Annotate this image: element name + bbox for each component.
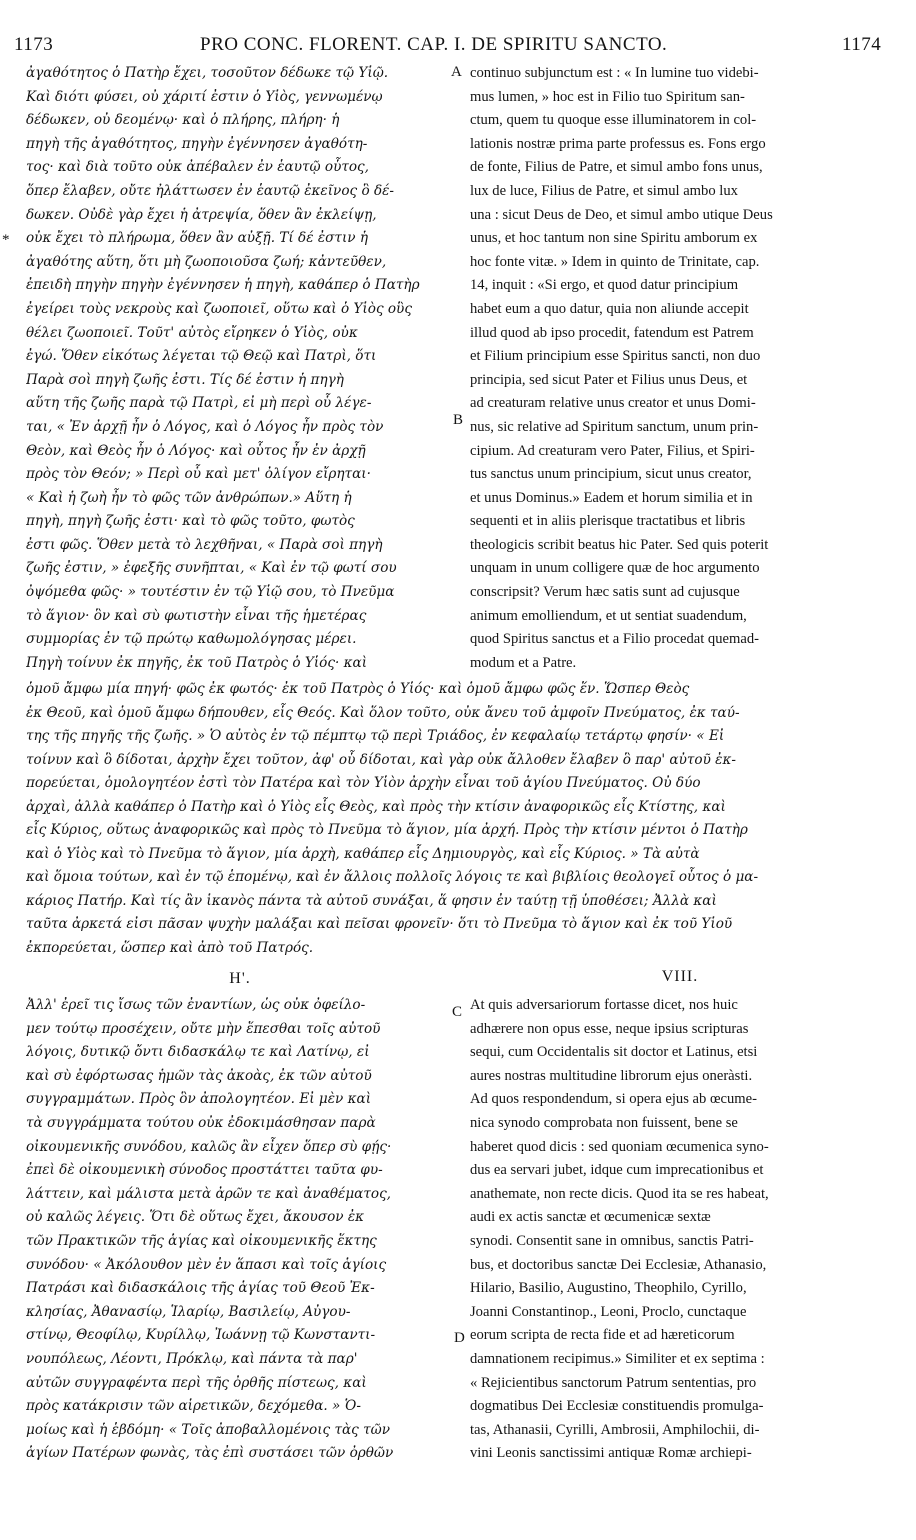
text-line: καὶ ὅμοια τούτων, καὶ ἐν τῷ ἑπομένῳ, καὶ ἐν ἄλλοις πολλοῖς λόγοις τε καὶ βιβλίοις θεολογεῖ οὗτος ὁ μα- xyxy=(26,869,759,885)
text-line: et Filium principium esse Spiritus sancti, non duo xyxy=(470,348,761,365)
text-line: πορεύεται, ὁμολογητέον ἐστὶ τὸν Πατέρα καὶ τὸν Υἱὸν ἀρχὴν εἶναι τοῦ ἁγίου Πνεύματος. Οὐ δύο xyxy=(26,775,701,791)
text-line: hoc fonte vitæ. » Idem in quinto de Trinitate, cap. xyxy=(470,253,760,270)
text-line: et unus Dominus.» Eadem et horum similia et in xyxy=(470,489,753,506)
text-line: ἐπεὶ δὲ οἰκουμενικὴ σύνοδος προστάττει ταῦτα φυ- xyxy=(26,1162,383,1179)
text-line: ad creaturam relative unus creator et unus Domi- xyxy=(470,395,756,412)
text-line: audi ex actis sanctæ et œcumenicæ sextæ xyxy=(470,1209,711,1226)
text-line: eorum scripta de recta fide et ad hæreticorum xyxy=(470,1327,735,1344)
latin-column-bottom xyxy=(470,994,902,1466)
text-line: conscripsit? Verum hæc satis sunt ad cujusque xyxy=(470,584,740,601)
text-line: Ἀλλ' ἐρεῖ τις ἴσως τῶν ἐναντίων, ὡς οὐκ ὀφείλο- xyxy=(26,997,366,1013)
text-line: τὰ συγγράμματα τούτου οὐκ ἐδοκιμάσθησαν παρὰ xyxy=(26,1114,376,1131)
margin-marker-a: A xyxy=(451,64,462,80)
text-line: Joanni Constantinop., Leoni, Proclo, cunctaque xyxy=(470,1303,747,1320)
text-line: νουπόλεως, Λέοντι, Πρόκλῳ, καὶ πάντα τὰ παρ' xyxy=(26,1350,358,1367)
text-line: unus, et hoc tantum non sine Spiritu amborum ex xyxy=(470,230,758,247)
text-line: Θεὸν, καὶ Θεὸς ἦν ὁ Λόγος· καὶ οὗτος ἦν ἐν ἀρχῇ xyxy=(26,442,366,459)
text-line: οἰκουμενικῆς συνόδου, καλῶς ἂν εἶχεν ὅπερ σὺ φῄς· xyxy=(26,1138,392,1155)
margin-marker-d: D xyxy=(454,1330,465,1346)
text-line: ἐγείρει τοὺς νεκροὺς καὶ ζωοποιεῖ, οὕτω καὶ ὁ Υἱὸς οὓς xyxy=(26,300,412,317)
text-line: της τῆς πηγῆς τῆς ζωῆς. » Ὁ αὐτὸς ἐν τῷ πέμπτῳ τῷ περὶ Τριάδος, ἐν κεφαλαίῳ τετάρτῳ φησίν· « Εἰ xyxy=(26,728,725,744)
text-line: ὀψόμεθα φῶς· » τουτέστιν ἐν τῷ Υἱῷ σου, τὸ Πνεῦμα xyxy=(26,584,395,601)
text-line: synodi. Consentit sane in omnibus, sanctis Patri- xyxy=(470,1232,754,1249)
margin-marker-c: C xyxy=(452,1004,463,1020)
text-line: Παρὰ σοὶ πηγὴ ζωῆς ἐστι. Τίς δέ ἐστιν ἡ πηγὴ xyxy=(26,371,344,388)
text-line: una : sicut Deus de Deo, et simul ambo utique Deus xyxy=(470,206,773,223)
text-line: continuo subjunctum est : « In lumine tuo videbi- xyxy=(470,65,759,81)
text-line: quod Spiritus sanctus et a Filio procedat quemad- xyxy=(470,631,759,648)
text-line: καὶ σὺ ἐφόρτωσας ἡμῶν τὰς ἀκοὰς, ἐκ τῶν αὐτοῦ xyxy=(26,1067,372,1084)
text-line: καὶ ὁ Υἱὸς καὶ τὸ Πνεῦμα τὸ ἅγιον, μία ἀρχὴ, καθάπερ εἷς Δημιουργὸς, καὶ εἷς Κύριος. » Τὰ αὐτὰ xyxy=(26,845,700,862)
text-line: ταῦτα ἀρκετά εἰσι πᾶσαν ψυχὴν μαλάξαι καὶ πεῖσαι φρονεῖν· ὅτι τὸ Πνεῦμα τὸ ἅγιον καὶ ἐκ τοῦ Υἱοῦ xyxy=(26,916,733,932)
page-number-right: 1174 xyxy=(842,34,882,55)
text-line: πηγὴ τῆς ἀγαθότητος, πηγὴν ἐγέννησεν ἀγαθότη- xyxy=(26,135,368,152)
text-line: ἀγαθότης αὕτη, ὅτι μὴ ζωοποιοῦσα ζωή; κἀντεῦθεν, xyxy=(26,253,387,270)
text-line: τὸ ἅγιον· ὃν καὶ σὺ φωτιστὴν εἶναι τῆς ἡμετέρας xyxy=(26,607,367,624)
text-line: sequenti et in aliis plerisque tractatibus et libris xyxy=(470,513,746,530)
text-line: theologicis scribit beatus hic Pater. Sed quis poterit xyxy=(470,536,769,553)
text-line: habet eum a quo datur, quia non aliunde accepit xyxy=(470,300,749,317)
text-line: vini Leonis sanctissimi antiquæ Romæ archiepi- xyxy=(470,1445,752,1462)
text-line: πρὸς τὸν Θεόν; » Περὶ οὗ καὶ μετ' ὀλίγον εἴρηται· xyxy=(26,466,371,483)
text-line: « Καὶ ἡ ζωὴ ἦν τὸ φῶς τῶν ἀνθρώπων.» Αὕτη ἡ xyxy=(26,489,352,506)
text-line: μεν τούτῳ προσέχειν, οὔτε μὴν ἕπεσθαι τοῖς αὐτοῦ xyxy=(26,1020,381,1037)
text-line: haberet quod dicis : sed quoniam œcumenica syno- xyxy=(470,1138,769,1155)
text-line: « Rejicientibus sanctorum Patrum sententias, pro xyxy=(470,1374,757,1391)
text-line: ται, « Ἐν ἀρχῇ ἦν ὁ Λόγος, καὶ ὁ Λόγος ἦν πρὸς τὸν xyxy=(26,418,384,435)
text-line: τος· καὶ διὰ τοῦτο οὐκ ἀπέβαλεν ἐν ἑαυτῷ οὗτος, xyxy=(26,159,369,176)
text-line: λόγοις, δυτικῷ ὄντι διδασκάλῳ τε καὶ Λατίνῳ, εἰ xyxy=(26,1044,370,1061)
text-line: nica synodo comprobata non fuissent, bene se xyxy=(470,1114,738,1131)
greek-column-bottom xyxy=(26,994,450,1466)
text-line: συνόδου· « Ἀκόλουθον μὲν ἐν ἅπασι καὶ τοῖς ἁγίοις xyxy=(26,1256,387,1273)
greek-full-width-paragraph xyxy=(26,678,902,960)
section-heading-latin: VIII. xyxy=(661,968,699,985)
text-line: πρὸς κατάκρισιν τῶν αἱρετικῶν, δεχόμεθα. » Ὁ- xyxy=(26,1398,361,1415)
text-line: Καὶ διότι φύσει, οὐ χάριτί ἐστιν ὁ Υἱὸς, γεννωμένῳ xyxy=(26,88,383,105)
text-line: κλησίας, Ἀθανασίῳ, Ἱλαρίῳ, Βασιλείῳ, Αὐγου- xyxy=(26,1303,351,1320)
running-title: PRO CONC. FLORENT. CAP. I. DE SPIRITU SANCTO. xyxy=(200,34,668,55)
text-line: nus, sic relative ad Spiritum sanctum, unum prin- xyxy=(470,418,759,435)
text-line: sequi, cum Occidentalis sit doctor et Latinus, etsi xyxy=(470,1044,758,1061)
text-line: κάριος Πατήρ. Καὶ τίς ἂν ἱκανὸς πάντα τὰ αὐτοῦ συνάξαι, ἅ φησιν ἐν ταύτῃ τῇ ὑποθέσει; Ἀλλὰ καὶ xyxy=(26,892,717,909)
text-line: modum et a Patre. xyxy=(470,654,577,671)
text-line: dus ea servari jubet, idque cum imprecationibus et xyxy=(470,1162,764,1179)
text-line: ὁμοῦ ἄμφω μία πηγή· φῶς ἐκ φωτός· ἐκ τοῦ Πατρὸς ὁ Υἱός· καὶ ὁμοῦ ἄμφω φῶς ἕν. Ὥσπερ Θεὸς xyxy=(26,681,690,697)
text-line: lationis nostræ prima parte professus es. Fons ergo xyxy=(470,135,766,152)
text-line: οὐκ ἔχει τὸ πλήρωμα, ὅθεν ἂν αὐξῇ. Τί δέ ἐστιν ἡ xyxy=(26,230,369,247)
text-line: ζωῆς ἐστιν, » ἐφεξῆς συνῆπται, « Καὶ ἐν τῷ φωτί σου xyxy=(26,560,397,577)
text-line: ἐγώ. Ὅθεν εἰκότως λέγεται τῷ Θεῷ καὶ Πατρὶ, ὅτι xyxy=(26,348,377,365)
text-line: cipium. Ad creaturam vero Pater, Filius, et Spiri- xyxy=(470,442,755,459)
text-line: illud quod ab ipso procedit, fatendum est Patrem xyxy=(470,324,754,341)
latin-column-top xyxy=(470,62,902,675)
text-line: unquam in unum colligere quæ de hoc argumento xyxy=(470,560,760,577)
page-number-left: 1173 xyxy=(14,34,54,55)
text-line: δέδωκεν, οὐ δεομένῳ· καὶ ὁ πλήρης, πλήρη· ἡ xyxy=(26,112,340,129)
text-line: ἐκ Θεοῦ, καὶ ὁμοῦ ἄμφω δήπουθεν, εἷς Θεός. Καὶ ὅλον τοῦτο, οὐκ ἄνευ τοῦ ἀμφοῖν Πνεύματος, ἐκ ταύ- xyxy=(26,704,740,721)
text-line: συγγραμμάτων. Πρὸς ὃν ἀπολογητέον. Εἰ μὲν καὶ xyxy=(26,1091,372,1108)
greek-column-top xyxy=(26,62,450,675)
text-line: tas, Athanasii, Cyrilli, Ambrosii, Amphilochii, di- xyxy=(470,1421,760,1438)
text-line: τῶν Πρακτικῶν τῆς ἁγίας καὶ οἰκουμενικῆς ἕκτης xyxy=(26,1232,377,1249)
margin-marker-b: B xyxy=(453,412,464,428)
text-line: δωκεν. Οὐδὲ γὰρ ἔχει ἡ ἀτρεψία, ὅθεν ἂν ἐκλείψῃ, xyxy=(26,206,377,223)
text-line: λάττειν, καὶ μάλιστα μετὰ ἀρῶν τε καὶ ἀναθέματος, xyxy=(26,1185,392,1202)
text-line: ctum, quem tu quoque esse illuminatorem in col- xyxy=(470,112,757,129)
text-line: de fonte, Filius de Patre, et simul ambo fons unus, xyxy=(470,159,763,176)
text-line: ἐκπορεύεται, ὥσπερ καὶ ἀπὸ τοῦ Πατρός. xyxy=(26,939,314,956)
text-line: μοίως καὶ ἡ ἑβδόμη· « Τοῖς ἀποβαλλομένοις τὰς τῶν xyxy=(26,1421,390,1438)
text-line: αὕτη τῆς ζωῆς παρὰ τῷ Πατρὶ, εἰ μὴ περὶ οὗ λέγε- xyxy=(26,395,372,412)
text-line: αὐτῶν συγγραφέντα περὶ τῆς ὀρθῆς πίστεως, καὶ xyxy=(26,1374,367,1391)
text-line: lux de luce, Filius de Patre, et simul ambo lux xyxy=(470,182,738,199)
text-line: εἷς Κύριος, οὕτως ἀναφορικῶς καὶ πρὸς τὸ Πνεῦμα τὸ ἅγιον, μία ἀρχή. Πρὸς τὴν κτίσιν μέντοι ὁ Πατὴρ xyxy=(26,822,748,838)
text-line: damnationem recipimus.» Similiter et ex septima : xyxy=(470,1350,765,1367)
text-line: στίνῳ, Θεοφίλῳ, Κυρίλλῳ, Ἰωάννῃ τῷ Κωνσταντι- xyxy=(26,1327,376,1344)
text-line: οὐ καλῶς λέγεις. Ὅτι δὲ οὕτως ἔχει, ἄκουσον ἐκ xyxy=(26,1209,365,1226)
text-line: Ad quos respondendum, si opera ejus ab œcume- xyxy=(470,1091,757,1108)
text-line: animum emolliendum, et ut sentiat suadendum, xyxy=(470,607,747,624)
text-line: ὅπερ ἔλαβεν, οὔτε ἠλάττωσεν ἐν ἑαυτῷ ἐκεῖνος ὃ δέ- xyxy=(26,182,395,199)
text-line: Πηγὴ τοίνυν ἐκ πηγῆς, ἐκ τοῦ Πατρὸς ὁ Υἱός· καὶ xyxy=(26,654,368,671)
text-line: Πατράσι καὶ διδασκάλοις τῆς ἁγίας τοῦ Θεοῦ Ἐκ- xyxy=(26,1280,375,1297)
text-line: ἐπειδὴ πηγὴν πηγὴν ἐγέννησεν ἡ πηγὴ, καθάπερ ὁ Πατὴρ xyxy=(26,277,420,294)
text-line: mus lumen, » hoc est in Filio tuo Spiritum san- xyxy=(470,88,745,105)
text-line: Hilario, Basilio, Augustino, Theophilo, Cyrillo, xyxy=(470,1280,747,1297)
text-line: principia, sed sicut Pater et Filius unus Deus, et xyxy=(470,371,748,388)
text-line: συμμορίας ἐν τῷ πρώτῳ καθωμολόγησας μέρει. xyxy=(26,631,357,648)
text-line: anathemate, non recte dicis. Quod ita se res habeat, xyxy=(470,1185,769,1202)
text-line: 14, inquit : «Si ergo, et quod datur principium xyxy=(470,277,739,294)
text-line: ἁγίων Πατέρων φωνὰς, τὰς ἐπὶ συστάσει τῶν ὀρθῶν xyxy=(26,1445,394,1462)
text-line: adhærere non opus esse, neque ipsius scripturas xyxy=(470,1020,749,1037)
text-line: πηγὴ, πηγὴ ζωῆς ἐστι· καὶ τὸ φῶς τοῦτο, φωτὸς xyxy=(26,513,355,530)
text-line: θέλει ζωοποιεῖ. Τοῦτ' αὐτὸς εἴρηκεν ὁ Υἱὸς, οὐκ xyxy=(26,324,358,341)
text-line: bus, et doctoribus sanctæ Dei Ecclesiæ, Athanasio, xyxy=(470,1256,767,1273)
text-line: aures nostras multitudine librorum ejus oneràsti. xyxy=(470,1067,753,1084)
text-line: At quis adversariorum fortasse dicet, nos huic xyxy=(470,997,738,1013)
text-line: τοίνυν καὶ ὃ δίδοται, ἀρχὴν ἔχει τοῦτον, ἀφ' οὗ δίδοται, καὶ γὰρ οὐκ ἄλλοθεν ἔλαβεν ὃ παρ' αὐτοῦ ἐκ- xyxy=(26,751,736,768)
margin-marker-star: * xyxy=(2,232,10,248)
text-line: dogmatibus Dei Ecclesiæ constituendis promulga- xyxy=(470,1398,764,1415)
text-line: ἀγαθότητος ὁ Πατὴρ ἔχει, τοσοῦτον δέδωκε τῷ Υἱῷ. xyxy=(26,65,389,81)
section-heading-greek: Η'. xyxy=(229,970,251,987)
text-line: ἐστι φῶς. Ὅθεν μετὰ τὸ λεχθῆναι, « Παρὰ σοὶ πηγὴ xyxy=(26,536,383,553)
text-line: tus sanctus unum principium, sicut unus creator, xyxy=(470,466,752,483)
text-line: ἀρχαὶ, ἀλλὰ καθάπερ ὁ Πατὴρ καὶ ὁ Υἱὸς εἷς Θεὸς, καὶ πρὸς τὴν κτίσιν ἀναφορικῶς εἷς Κτίστης, καὶ xyxy=(26,798,726,815)
